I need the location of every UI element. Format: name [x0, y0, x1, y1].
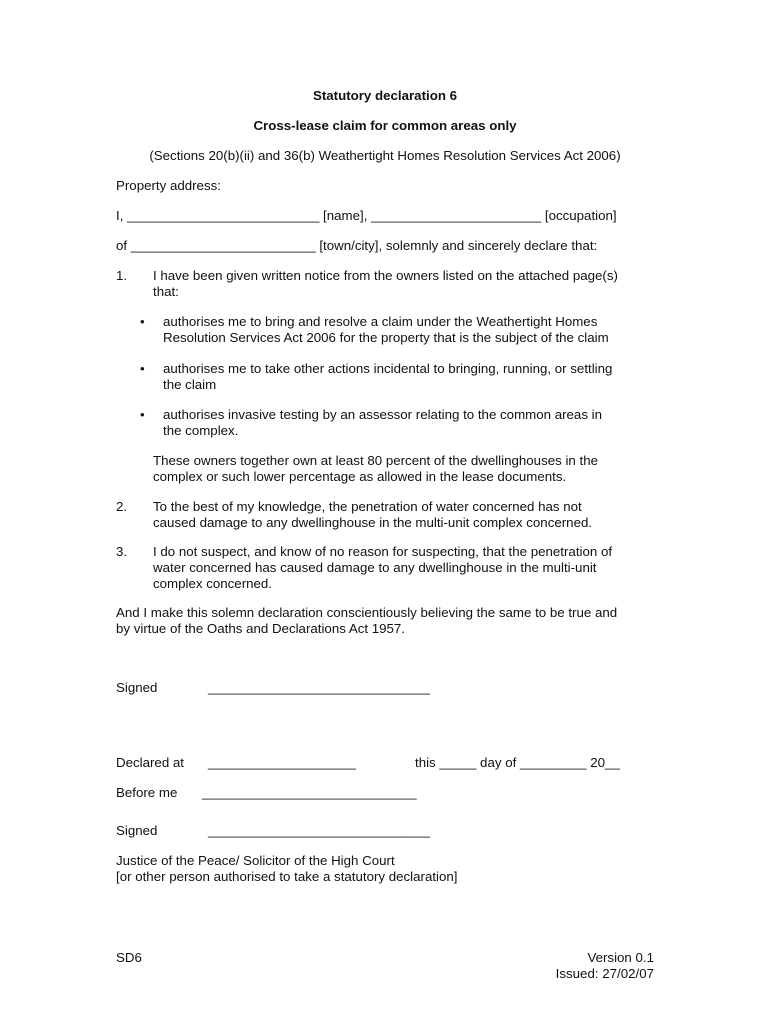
declared-at-label: Declared at [116, 755, 184, 770]
clause-text-line: I have been given written notice from the owners listed on the attached page(s) [153, 268, 618, 283]
clause-text-line: complex concerned. [153, 576, 272, 591]
bullet-icon: • [140, 361, 145, 376]
closing-line: by virtue of the Oaths and Declarations Act 1957. [116, 621, 406, 636]
owners-note-line: These owners together own at least 80 percent of the dwellinghouses in the [153, 453, 598, 468]
signed-label: Signed [116, 823, 158, 838]
bullet-text-line: authorises invasive testing by an assessor relating to the common areas in [163, 407, 603, 422]
bullet-text-line: the complex. [163, 423, 239, 438]
owners-note-line: complex or such lower percentage as allowed in the lease documents. [153, 469, 567, 484]
date-field[interactable]: this _____ day of _________ 20__ [415, 755, 620, 770]
bullet-icon: • [140, 314, 145, 329]
location-line: of _________________________ [town/city], solemnly and sincerely declare that: [116, 238, 598, 253]
clause-text-line: I do not suspect, and know of no reason for suspecting, that the penetration of [153, 544, 613, 559]
clause-text-line: that: [153, 284, 179, 299]
document-title: Statutory declaration 6 [312, 88, 458, 103]
signature-field[interactable]: ______________________________ [208, 823, 430, 838]
clause-text-line: To the best of my knowledge, the penetration of water concerned has not [153, 499, 582, 514]
form-code: SD6 [116, 950, 142, 965]
clause-number: 2. [116, 499, 128, 514]
clause-text-line: caused damage to any dwellinghouse in the multi-unit complex concerned. [153, 515, 593, 530]
clause-number: 3. [116, 544, 128, 559]
signature-field[interactable]: ______________________________ [208, 680, 430, 695]
before-me-field[interactable]: _____________________________ [202, 785, 417, 800]
official-title-line: Justice of the Peace/ Solicitor of the High Court [116, 853, 395, 868]
bullet-text-line: the claim [163, 377, 217, 392]
clause-number: 1. [116, 268, 128, 283]
version-label: Version 0.1 [587, 950, 654, 965]
property-address-label: Property address: [116, 178, 221, 193]
declared-at-field[interactable]: ____________________ [208, 755, 356, 770]
closing-line: And I make this solemn declaration conscientiously believing the same to be true and [116, 605, 618, 620]
document-subtitle: Cross-lease claim for common areas only [253, 118, 517, 133]
official-title-line: [or other person authorised to take a statutory declaration] [116, 869, 458, 884]
legislation-reference: (Sections 20(b)(ii) and 36(b) Weathertight Homes Resolution Services Act 2006) [149, 148, 621, 163]
bullet-text-line: Resolution Services Act 2006 for the property that is the subject of the claim [163, 330, 609, 345]
before-me-label: Before me [116, 785, 178, 800]
signed-label: Signed [116, 680, 158, 695]
bullet-text-line: authorises me to bring and resolve a claim under the Weathertight Homes [163, 314, 598, 329]
declarant-line: I, __________________________ [name], _______________________ [occupation] [116, 208, 617, 223]
issued-date: Issued: 27/02/07 [555, 966, 654, 981]
bullet-text-line: authorises me to take other actions incidental to bringing, running, or settling [163, 361, 613, 376]
bullet-icon: • [140, 407, 145, 422]
clause-text-line: water concerned has caused damage to any dwellinghouse in the multi-unit [153, 560, 597, 575]
